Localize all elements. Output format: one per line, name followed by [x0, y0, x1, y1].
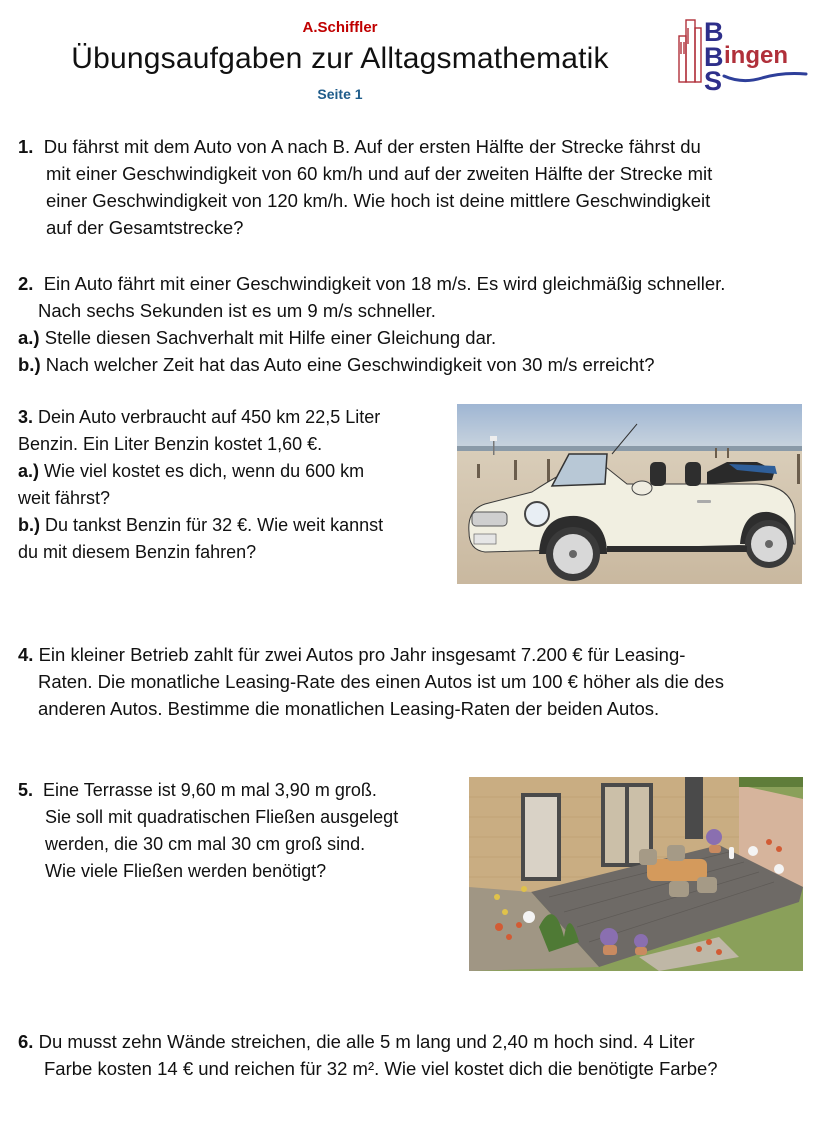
logo-letter-b1: B: [704, 17, 724, 47]
subtask-text: Nach welcher Zeit hat das Auto eine Geschwindigkeit von 30 m/s erreicht?: [45, 354, 655, 375]
car-photo: [457, 404, 802, 584]
task-number: 3.: [18, 407, 34, 427]
task-2: [18, 270, 725, 378]
task-text: anderen Autos. Bestimme die monatlichen Leasing-Raten der beiden Autos.: [38, 698, 660, 719]
task-text: Nach sechs Sekunden ist es um 9 m/s schneller.: [38, 300, 436, 321]
task-text: Wie viele Fließen werden benötigt?: [45, 861, 327, 881]
task-text: Du fährst mit dem Auto von A nach B. Auf der ersten Hälfte der Strecke fährst du: [43, 136, 701, 157]
task-text: Sie soll mit quadratischen Fließen ausgelegt: [45, 807, 399, 827]
page-title: Übungsaufgaben zur Alltagsmathematik: [71, 42, 609, 75]
task-5: [18, 777, 398, 885]
page-number: Seite 1: [317, 86, 363, 102]
task-text: mit einer Geschwindigkeit von 60 km/h und auf der zweiten Hälfte der Strecke mit: [46, 163, 713, 184]
task-text: Du musst zehn Wände streichen, die alle 5 m lang und 2,40 m hoch sind. 4 Liter: [38, 1031, 695, 1052]
subtask-label: b.): [18, 515, 40, 535]
task-text: auf der Gesamtstrecke?: [46, 217, 244, 238]
subtask-text: Wie viel kostet es dich, wenn du 600 km: [39, 461, 365, 481]
task-number: 2.: [18, 273, 34, 294]
task-text: Farbe kosten 14 € und reichen für 32 m². Wie viel kostet dich die benötigte Farbe?: [44, 1058, 718, 1079]
task-number: 5.: [18, 780, 34, 800]
subtask-label: a.): [18, 461, 40, 481]
subtask-text: weit fährst?: [18, 488, 111, 508]
task-text: Ein Auto fährt mit einer Geschwindigkeit von 18 m/s. Es wird gleichmäßig schneller.: [43, 273, 726, 294]
task-number: 4.: [18, 644, 34, 665]
task-text: Ein kleiner Betrieb zahlt für zwei Autos pro Jahr insgesamt 7.200 € für Leasing-: [38, 644, 686, 665]
subtask-text: du mit diesem Benzin fahren?: [18, 542, 257, 562]
task-text: Eine Terrasse ist 9,60 m mal 3,90 m groß.: [43, 780, 377, 800]
task-6: [18, 1028, 718, 1082]
task-text: Raten. Die monatliche Leasing-Rate des einen Autos ist um 100 € höher als die des: [38, 671, 724, 692]
task-number: 6.: [18, 1031, 34, 1052]
task-text: einer Geschwindigkeit von 120 km/h. Wie hoch ist deine mittlere Geschwindigkeit: [46, 190, 711, 211]
subtask-label: a.): [18, 327, 40, 348]
logo-icon: [672, 14, 812, 92]
task-text: Dein Auto verbraucht auf 450 km 22,5 Liter: [38, 407, 381, 427]
task-4: [18, 641, 724, 722]
subtask-text: Stelle diesen Sachverhalt mit Hilfe einer Gleichung dar.: [44, 327, 497, 348]
subtask-text: Du tankst Benzin für 32 €. Wie weit kannst: [40, 515, 384, 535]
task-3: [18, 404, 383, 566]
terrace-photo: [469, 777, 803, 971]
logo-letter-s: S: [704, 66, 723, 92]
subtask-label: b.): [18, 354, 41, 375]
logo-word-ingen: ingen: [724, 42, 788, 69]
task-number: 1.: [18, 136, 34, 157]
bbs-bingen-logo: [672, 14, 812, 92]
task-1: [18, 133, 712, 241]
task-text: Benzin. Ein Liter Benzin kostet 1,60 €.: [18, 434, 323, 454]
author-name: A.Schiffler: [302, 19, 378, 36]
logo-letter-b2: B: [704, 42, 724, 72]
task-text: werden, die 30 cm mal 30 cm groß sind.: [45, 834, 366, 854]
